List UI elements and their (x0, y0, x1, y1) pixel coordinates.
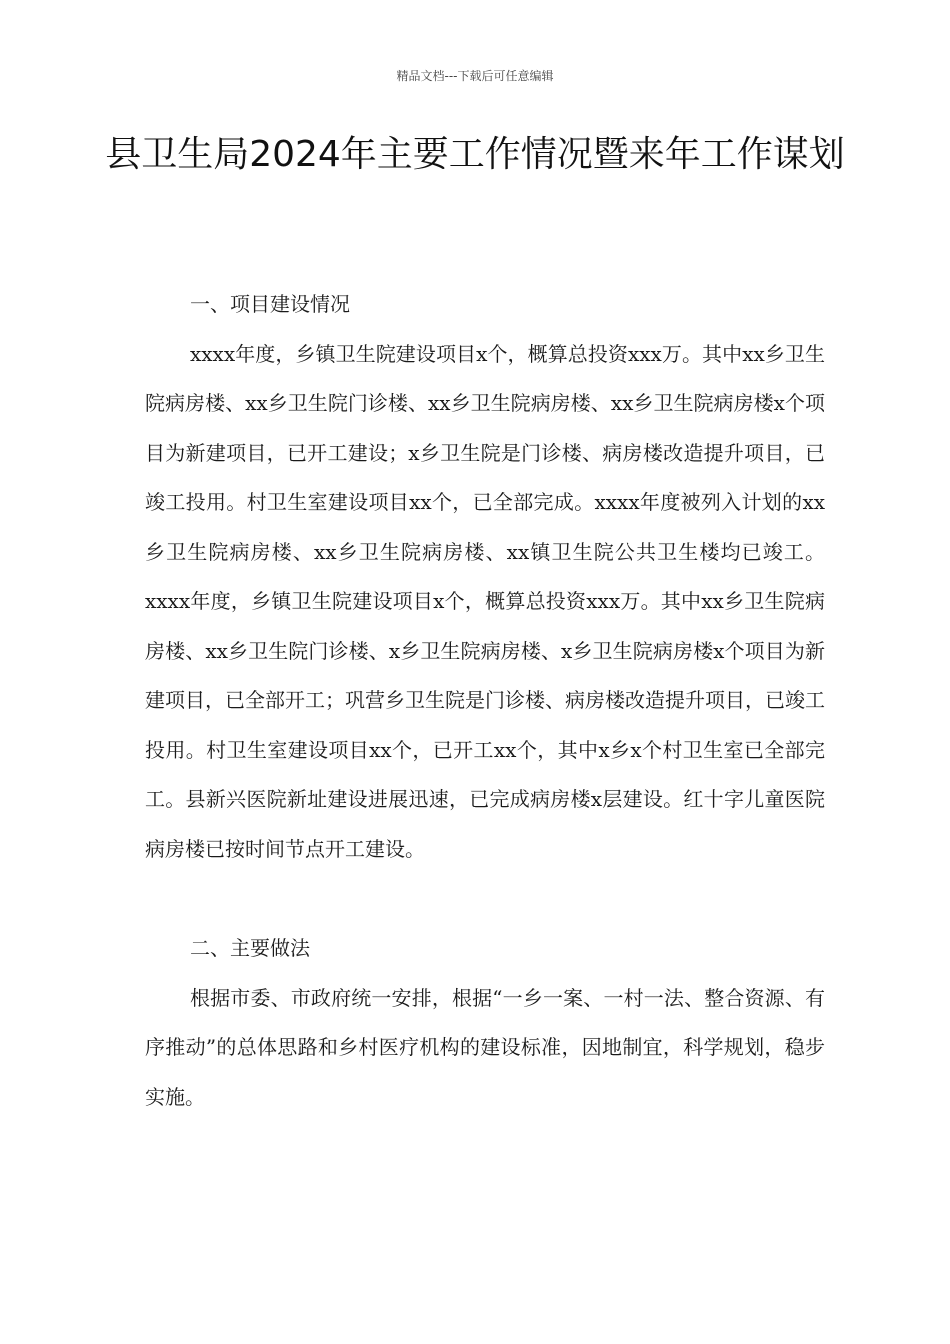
section-paragraph-project: xxxx年度，乡镇卫生院建设项目x个，概算总投资xxx万。其中xx乡卫生院病房楼、xx乡卫生院门诊楼、xx乡卫生院病房楼、xx乡卫生院病房楼x个项目为新建项目，已开工建设；x乡卫生院是门诊楼、病房楼改造提升项目，已竣工投用。村卫生室建设项目xx个，已全部完成。xxxx年度被列入计划的xx乡卫生院病房楼、xx乡卫生院病房楼、xx镇卫生院公共卫生楼均已竣工。xxxx年度，乡镇卫生院建设项目x个，概算总投资xxx万。其中xx乡卫生院病房楼、xx乡卫生院门诊楼、x乡卫生院病房楼、x乡卫生院病房楼x个项目为新建项目，已全部开工；巩营乡卫生院是门诊楼、病房楼改造提升项目，已竣工投用。村卫生室建设项目xx个，已开工xx个，其中x乡x个村卫生室已全部完工。县新兴医院新址建设进展迅速，已完成病房楼x层建设。红十字儿童医院病房楼已按时间节点开工建设。 (145, 341, 825, 861)
document-title: 县卫生局2024年主要工作情况暨来年工作谋划 (105, 134, 845, 175)
section-spacer (145, 874, 825, 924)
section-paragraph-methods: 根据市委、市政府统一安排，根据“一乡一案、一村一法、整合资源、有序推动”的总体思路和乡村医疗机构的建设标准，因地制宜，科学规划，稳步实施。 (145, 985, 825, 1109)
document-body (145, 280, 825, 1122)
section-heading-methods: 二、主要做法 (190, 936, 310, 960)
section-heading-project: 一、项目建设情况 (190, 292, 350, 316)
page-header-note: 精品文档---下载后可任意编辑 (396, 69, 554, 83)
